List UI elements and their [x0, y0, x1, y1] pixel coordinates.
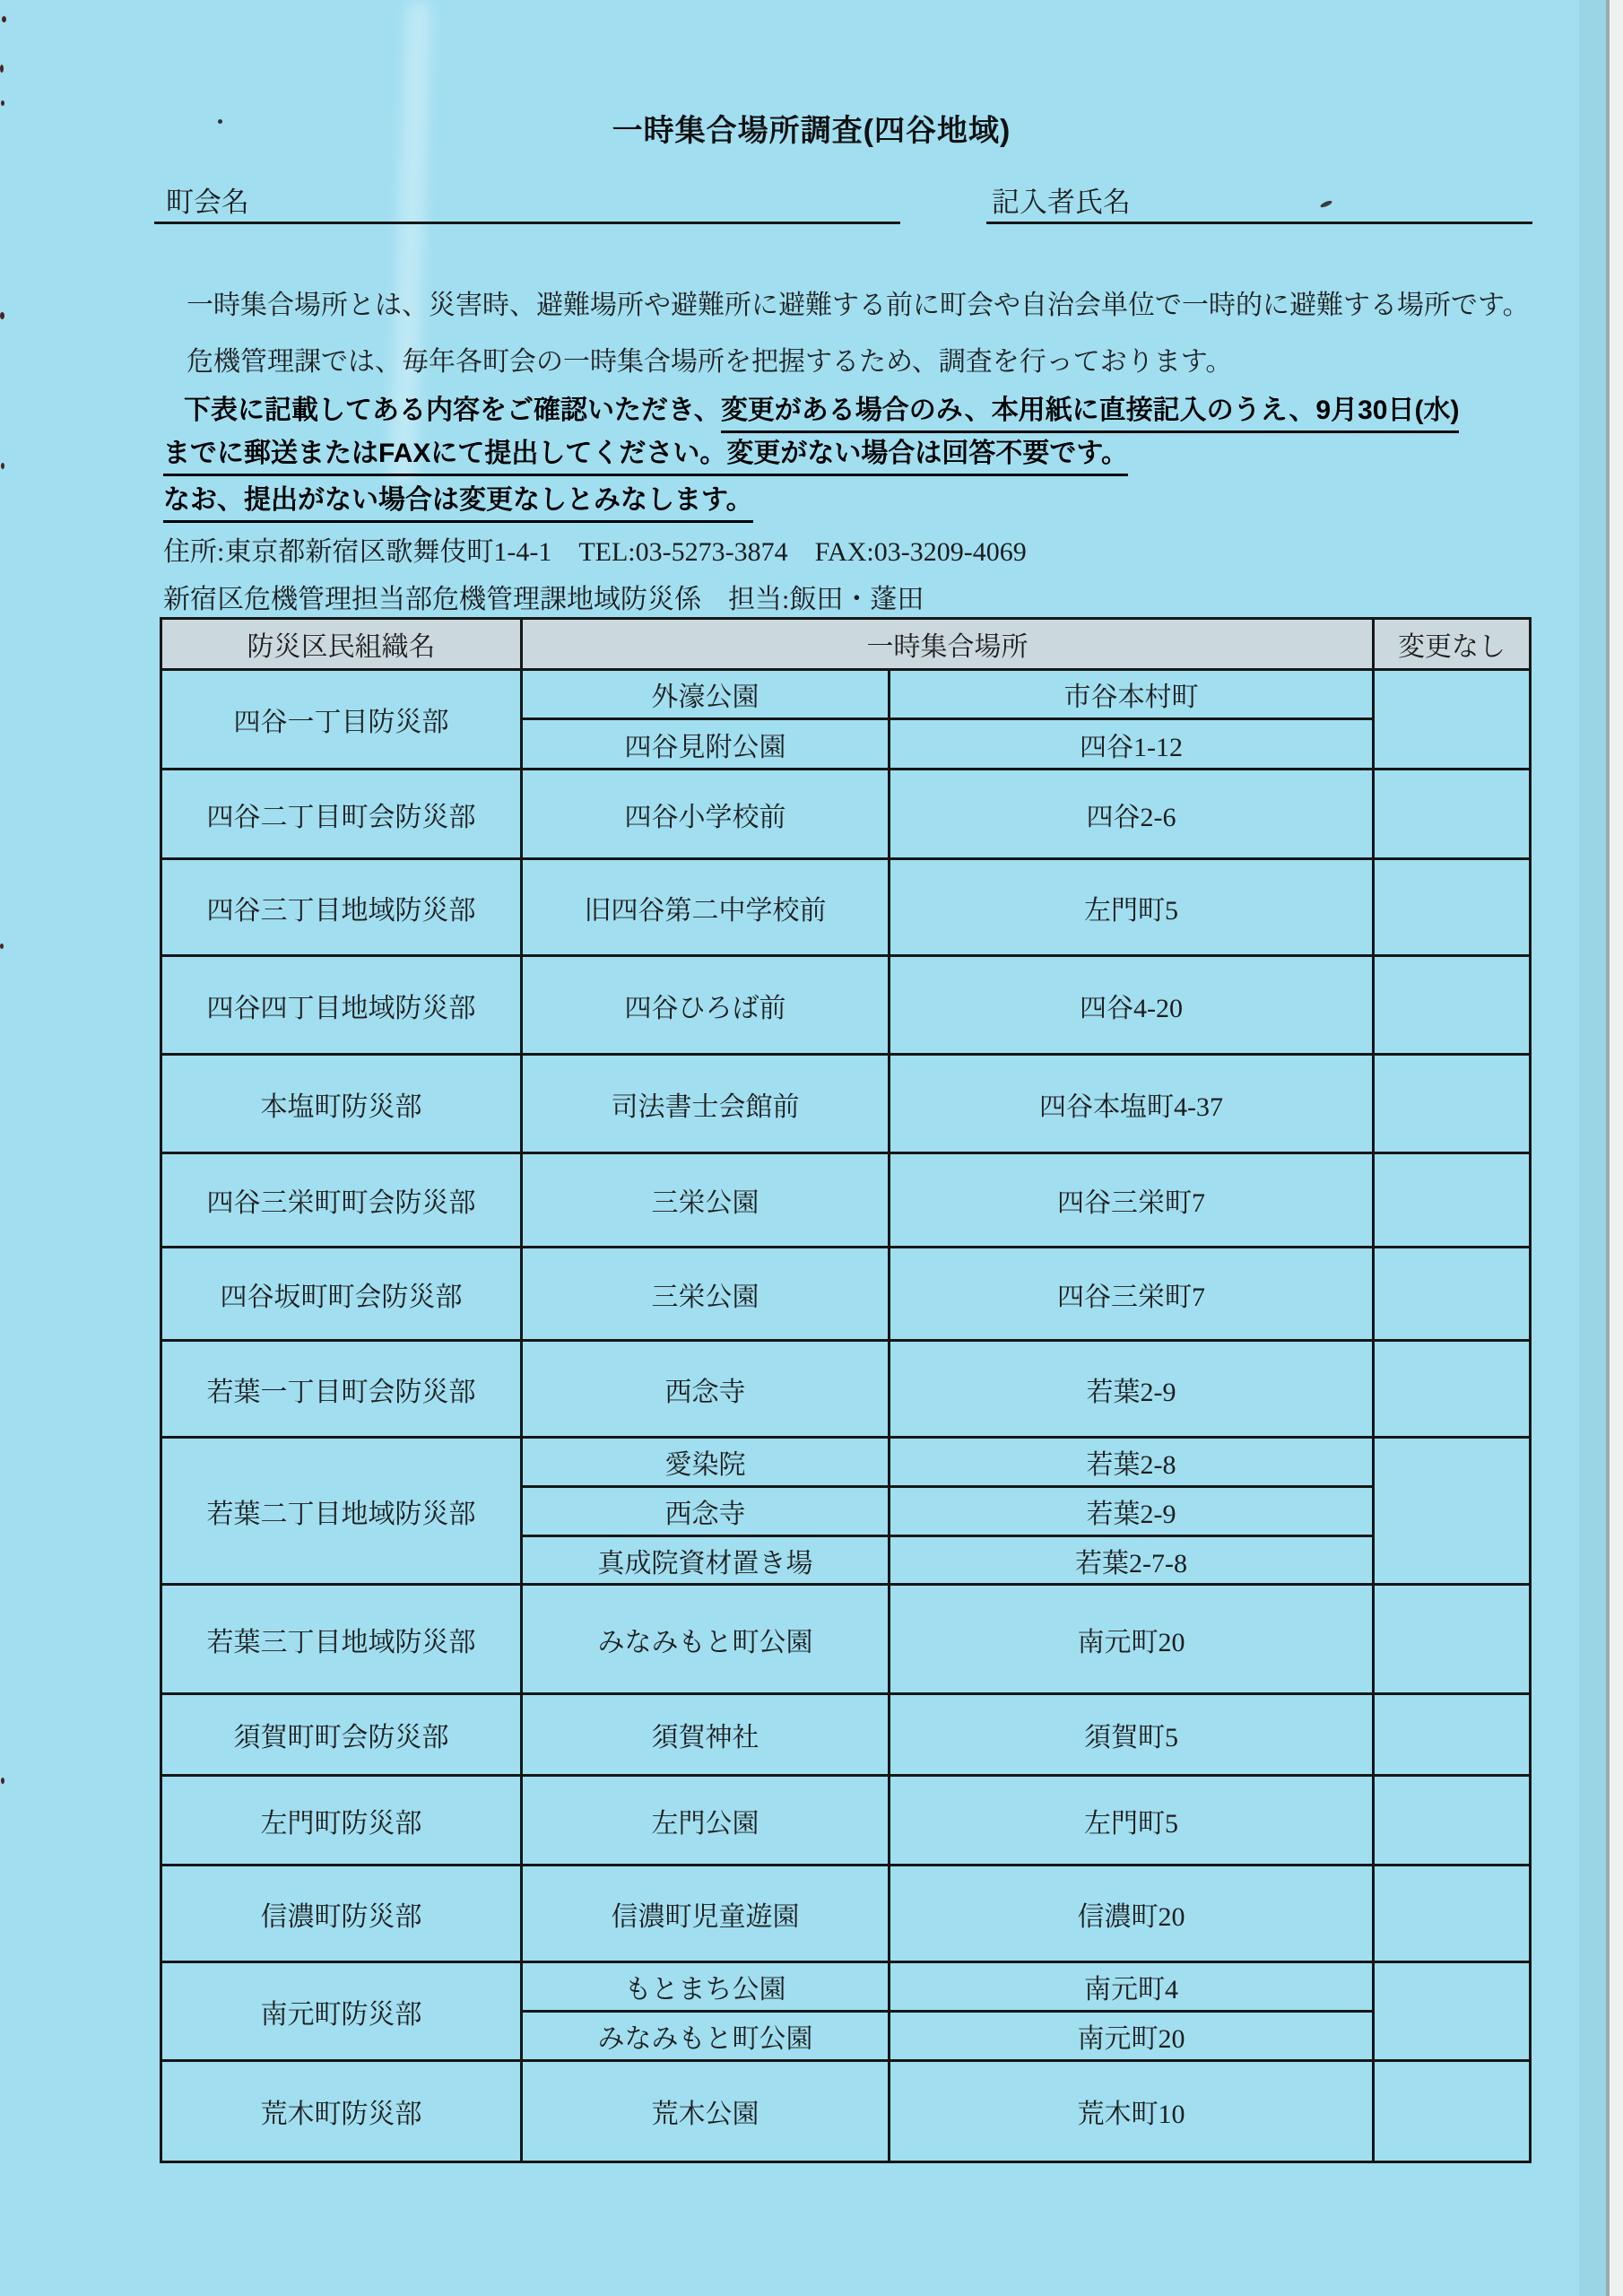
table-row: [161, 1153, 1531, 1248]
table-row: [161, 770, 1531, 859]
header-no-change: 変更なし: [1374, 619, 1531, 670]
place-name-cell: 旧四谷第二中学校前: [522, 859, 890, 956]
table-row: [161, 956, 1531, 1055]
scan-speck: [0, 65, 4, 73]
town-name-blank-line: [154, 222, 900, 224]
place-address-cell: 南元町20: [890, 2012, 1374, 2061]
no-change-cell: [1374, 859, 1531, 956]
place-address-cell: 四谷三栄町7: [890, 1153, 1374, 1248]
place-address-cell: 左門町5: [890, 1776, 1374, 1866]
table-row: [161, 1438, 1531, 1487]
org-name-cell: 若葉二丁目地域防災部: [161, 1438, 522, 1585]
place-name-cell: 三栄公園: [522, 1153, 890, 1248]
place-name-cell: 四谷見附公園: [522, 719, 890, 770]
place-name-cell: 四谷ひろば前: [522, 956, 890, 1055]
place-name-cell: もとまち公園: [522, 1962, 890, 2012]
paper-edge-shade: [1579, 0, 1606, 2296]
org-name-cell: 四谷四丁目地域防災部: [161, 956, 522, 1055]
place-address-cell: 若葉2-8: [890, 1438, 1374, 1487]
scan-speck: [2, 16, 6, 22]
org-name-cell: 若葉三丁目地域防災部: [161, 1585, 522, 1694]
org-name-cell: 須賀町町会防災部: [161, 1694, 522, 1776]
no-change-cell: [1374, 2061, 1531, 2162]
place-address-cell: 四谷1-12: [890, 719, 1374, 770]
org-name-cell: 四谷三丁目地域防災部: [161, 859, 522, 956]
intro-line-1: 一時集合場所とは、災害時、避難場所や避難所に避難する前に町会や自治会単位で一時的に避難する場所です。: [187, 291, 1530, 320]
no-change-cell: [1374, 670, 1531, 770]
org-name-cell: 左門町防災部: [161, 1776, 522, 1866]
scan-speck: [0, 944, 4, 949]
place-address-cell: 左門町5: [890, 859, 1374, 956]
place-name-cell: 愛染院: [522, 1438, 890, 1487]
org-name-cell: 本塩町防災部: [161, 1055, 522, 1153]
place-address-cell: 四谷4-20: [890, 956, 1374, 1055]
table-row: [161, 1341, 1531, 1438]
table-row: [161, 1585, 1531, 1694]
writer-name-label: 記入者氏名: [992, 187, 1131, 218]
org-name-cell: 四谷一丁目防災部: [161, 670, 522, 770]
org-name-cell: 四谷坂町町会防災部: [161, 1248, 522, 1341]
instruction-line-1: [184, 387, 1459, 427]
place-address-cell: 四谷三栄町7: [890, 1248, 1374, 1341]
department-line: 新宿区危機管理担当部危機管理課地域防災係 担当:飯田・蓬田: [163, 585, 924, 614]
org-name-cell: 四谷三栄町町会防災部: [161, 1153, 522, 1248]
scan-speck: [1, 1778, 4, 1784]
paper-edge-white: [1610, 0, 1623, 2296]
place-address-cell: 南元町4: [890, 1962, 1374, 2012]
org-name-cell: 荒木町防災部: [161, 2061, 522, 2162]
no-change-cell: [1374, 1776, 1531, 1866]
no-change-cell: [1374, 1585, 1531, 1694]
writer-name-blank-line: [986, 222, 1532, 224]
header-org: 防災区民組織名: [161, 619, 522, 670]
header-place: 一時集合場所: [522, 619, 1374, 670]
table-row: [161, 1866, 1531, 1962]
page-title: 一時集合場所調査(四谷地域): [612, 114, 1011, 148]
table-row: [161, 859, 1531, 956]
place-name-cell: 左門公園: [522, 1776, 890, 1866]
no-change-cell: [1374, 1694, 1531, 1776]
place-address-cell: 若葉2-9: [890, 1341, 1374, 1438]
place-address-cell: 信濃町20: [890, 1866, 1374, 1962]
place-name-cell: 荒木公園: [522, 2061, 890, 2162]
table-row: [161, 1248, 1531, 1341]
no-change-cell: [1374, 956, 1531, 1055]
org-name-cell: 信濃町防災部: [161, 1866, 522, 1962]
no-change-cell: [1374, 770, 1531, 859]
table-row: [161, 1962, 1531, 2012]
no-change-cell: [1374, 1438, 1531, 1585]
place-name-cell: 真成院資材置き場: [522, 1536, 890, 1585]
table-row: [161, 670, 1531, 719]
no-change-cell: [1374, 1248, 1531, 1341]
gathering-place-table: [160, 617, 1532, 2163]
place-address-cell: 須賀町5: [890, 1694, 1374, 1776]
place-name-cell: みなみもと町公園: [522, 1585, 890, 1694]
place-address-cell: 南元町20: [890, 1585, 1374, 1694]
place-address-cell: 荒木町10: [890, 2061, 1374, 2162]
no-change-cell: [1374, 1055, 1531, 1153]
table-row: [161, 1055, 1531, 1153]
place-name-cell: 信濃町児童遊園: [522, 1866, 890, 1962]
place-name-cell: 外濠公園: [522, 670, 890, 719]
place-address-cell: 四谷本塩町4-37: [890, 1055, 1374, 1153]
town-name-label: 町会名: [166, 187, 249, 218]
place-address-cell: 若葉2-7-8: [890, 1536, 1374, 1585]
place-name-cell: 西念寺: [522, 1341, 890, 1438]
no-change-cell: [1374, 1962, 1531, 2061]
place-name-cell: 司法書士会館前: [522, 1055, 890, 1153]
place-name-cell: みなみもと町公園: [522, 2012, 890, 2061]
table-row: [161, 1694, 1531, 1776]
instruction-line-2: までに郵送またはFAXにて提出してください。変更がない場合は回答不要です。: [163, 430, 1128, 470]
scan-speck: [0, 312, 4, 319]
no-change-cell: [1374, 1866, 1531, 1962]
intro-line-2: 危機管理課では、毎年各町会の一時集合場所を把握するため、調査を行っております。: [187, 347, 1233, 377]
instruction-line-1-underlined: 変更がある場合のみ、本用紙に直接記入のうえ、9月30日(水): [721, 396, 1460, 433]
instruction-line-3: なお、提出がない場合は変更なしとみなします。: [163, 477, 753, 517]
place-name-cell: 須賀神社: [522, 1694, 890, 1776]
place-name-cell: 四谷小学校前: [522, 770, 890, 859]
address-line: 住所:東京都新宿区歌舞伎町1-4-1 TEL:03-5273-3874 FAX:03-3209-4069: [163, 537, 1027, 567]
table-row: [161, 1776, 1531, 1866]
org-name-cell: 南元町防災部: [161, 1962, 522, 2061]
pen-mark: [1320, 199, 1333, 208]
table-header-row: [161, 619, 1531, 670]
instruction-line-1-prefix: 下表に記載してある内容をご確認いただき、: [184, 396, 721, 425]
no-change-cell: [1374, 1153, 1531, 1248]
org-name-cell: 若葉一丁目町会防災部: [161, 1341, 522, 1438]
table-row: [161, 2061, 1531, 2162]
place-address-cell: 若葉2-9: [890, 1487, 1374, 1536]
place-name-cell: 西念寺: [522, 1487, 890, 1536]
org-name-cell: 四谷二丁目町会防災部: [161, 770, 522, 859]
place-address-cell: 四谷2-6: [890, 770, 1374, 859]
place-name-cell: 三栄公園: [522, 1248, 890, 1341]
scan-speck: [1, 463, 4, 469]
place-address-cell: 市谷本村町: [890, 670, 1374, 719]
no-change-cell: [1374, 1341, 1531, 1438]
